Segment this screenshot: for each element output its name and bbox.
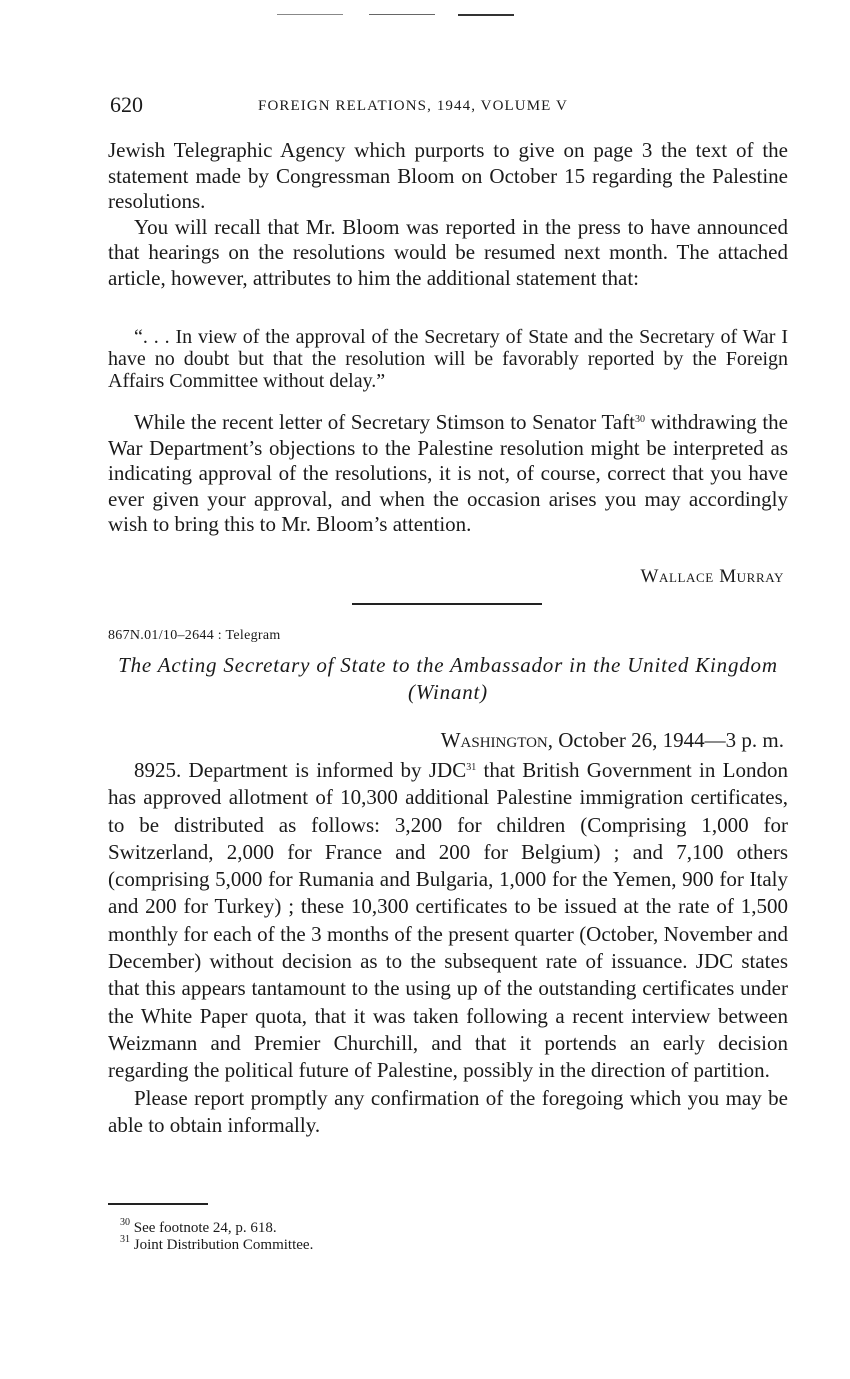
telegram-title: The Acting Secretary of State to the Ambassador in the United Kingdom (Winant) (118, 653, 778, 704)
telegram-paragraph-1 (108, 757, 788, 1085)
footnote-number: 30 (120, 1217, 130, 1228)
telegram-paragraph-1-rest: that British Government in London has approved allotment of 10,300 additional Palestine immigration certificates, to be distributed as follows: 3,200 for children (Comprising 1,000 for Switzerland, 2,000 for France and 200 for Belgium) ; and 7,100 others (comprising 5,000 for Rumania and Bulgaria, 1,000 for the Yemen, 900 for Italy and 200 for Turkey) ; these 10,300 certificates to be issued at the rate of 1,500 monthly for each of the 3 months of the present quarter (October, November and December) without decision as to the subsequent rate of issuance. JDC states that this appears tantamount to the using up of the outstanding certificates under the White Paper quota, that it was taken following a recent interview between Weizmann and Premier Churchill, and that it portends an early decision regarding the political future of Palestine, possibly in the direction of partition. (108, 758, 789, 1083)
telegram-body (108, 757, 788, 1139)
footnote-text: Joint Distribution Committee. (133, 1237, 314, 1253)
printer-mark (458, 14, 514, 16)
file-reference: 867N.01/10–2644 : Telegram (108, 628, 281, 643)
page-number: 620 (110, 92, 143, 117)
memo-paragraph-3-rest: withdrawing the War Department’s objections to the Palestine resolution might be interpreted as indicating approval of the resolutions, it is not, of course, correct that you have ever given your approval, and when the occasion arises you may accordingly wish to bring this to Mr. Bloom’s attention. (108, 410, 788, 536)
footnote-text: See footnote 24, p. 618. (133, 1220, 277, 1236)
top-printer-marks (0, 12, 850, 18)
footnote-30 (120, 1217, 313, 1237)
dateline-date: , October 26, 1944—3 p. m. (547, 728, 784, 752)
telegram-paragraph-1-start: 8925. Department is informed by JDC (134, 758, 467, 782)
running-title: FOREIGN RELATIONS, 1944, VOLUME V (258, 98, 568, 114)
memo-paragraph-1: Jewish Telegraphic Agency which purports to give on page 3 the text of the statement made by Congressman Bloom on October 15 regarding the Palestine resolutions. (108, 138, 788, 213)
memo-paragraph-3 (108, 410, 788, 538)
footnote-ref-30: 30 (635, 414, 645, 425)
footnote-rule (108, 1203, 208, 1205)
memo-continuation (108, 138, 788, 291)
bloom-quote: “. . . In view of the approval of the Secretary of State and the Secretary of War I have no doubt but that the resolution will be favorably reported by the Foreign Affairs Committee without delay.” (108, 326, 788, 392)
memo-paragraph-3-start: While the recent letter of Secretary Stimson to Senator Taft (134, 410, 635, 434)
memo-paragraph-3-block (108, 410, 788, 538)
footnote-ref-31: 31 (466, 762, 477, 773)
section-divider (352, 603, 542, 605)
dateline-place: Washington (440, 728, 548, 752)
footnote-31 (120, 1234, 314, 1254)
printer-mark (369, 14, 435, 15)
memo-paragraph-2: You will recall that Mr. Bloom was reported in the press to have announced that hearings on the resolutions would be resumed next month. The attached article, however, attributes to him the additional statement that: (108, 214, 788, 290)
signature: Wallace Murray (640, 566, 784, 587)
page-header (110, 92, 790, 122)
dateline (441, 728, 784, 753)
printer-mark (277, 14, 343, 15)
telegram-closing: Please report promptly any confirmation of the foregoing which you may be able to obtain informally. (108, 1085, 788, 1137)
footnotes (120, 1217, 314, 1254)
footnote-number: 31 (120, 1234, 130, 1245)
